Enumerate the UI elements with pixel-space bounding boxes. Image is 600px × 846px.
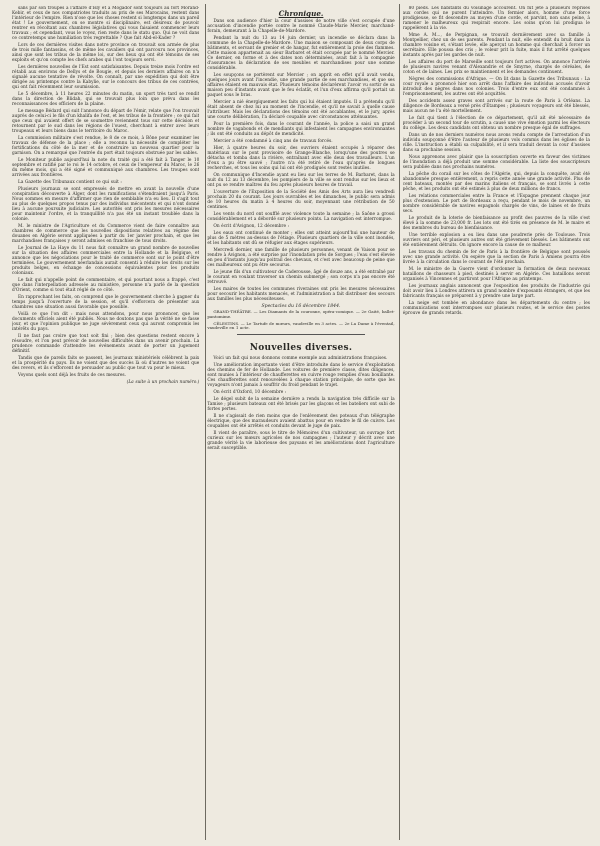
paragraph: Dans un de nos derniers numéros nous avons rendu compte de l'arrestation d'un individu soupçonné d'être l'auteur de plusieurs vols commis dans les églises de la ville. L'instruction a établi sa culpabilité, et il sera traduit devant la cour d'assises dans sa prochaine session. [402,133,590,153]
paragraph: Les relations commerciales entre la France et l'Espagne prennent chaque jour plus d'extension. Le port de Bordeaux a reçu, pendant le mois de novembre, un nombre considérable de navires espagnols chargés de vins, de laines et de fruits secs. [402,194,590,214]
paragraph: On communique d'Incendie ayant eu lieu sur les terres de M. Barbaret, dans la nuit du 12 au 13 décembre, les pompiers de la ville se sont rendus sur les lieux et ont pu se rendre maîtres du feu après plusieurs heures de travail. [207,173,395,188]
spectacles-heading: Spectacles du 16 décembre 1844. [261,304,341,309]
paragraph: Le jeune fils d'un cultivateur de Caderousse, âgé de douze ans, a été entraîné par le courant en voulant traverser un chemin submergé ; son corps n'a pas encore été retrouvé. [207,270,395,285]
divider [237,334,364,335]
paragraph: 80 pieds. Les habitants du voisinage accourent. On fut jeté à plusieurs reprises aux cordes qui ne purent l'atteindre. Un fermier alors, homme d'une force prodigieuse, se fit descendre au moyen d'une corde, et parvint, non sans peine, à ramener le malheureux qui respirait encore. Les soins qu'on lui prodigua le rappelèrent à la vie. [402,6,590,31]
paragraph: En rapprochant les faits, on comprend que le gouvernement cherche à gagner du temps jusqu'à l'ouverture de la session, et qu'il s'efforcera de présenter aux chambres une situation aussi favorable que possible. [12,295,200,310]
paragraph: Pendant la nuit du 13 au 14 juin dernier, un incendie se déclara dans la commune de la Chapelle-de-Mardore. Une maison se composant de deux corps de bâtiments, et servant de grenier et de hangar, fut entièrement la proie des flammes. Cette maison appartenait au sieur Barbaret et était occupée par le nommé Mercier. Ce dernier, en forme et à des dates non déterminées, avait fait à la compagnie d'assurances la déclaration de ses meubles et marchandises pour une somme considérable. [207,36,395,71]
paragraph: L'ouverture de l'Exposition de la Société des Amis des Arts aura lieu vendredi prochain 20 du courant. Les jours ouvrables et les dimanches, le public sera admis de 10 heures du matin à 4 heures du soir, moyennant une rétribution de 50 centimes. [207,190,395,210]
section-title-chronique: Chronique. [278,9,324,18]
paragraph: CÉLESTINS. — Le Tartufe de mœurs, vaudeville en 3 actes. — 2e La Dame à l'éventail, vaudeville en 1 acte. [207,320,395,331]
paragraph: M. le ministre de l'Agriculture et du Commerce vient de faire connaître aux chambres de commerce que les nouvelles dispositions relatives au régime des douanes en Algérie seront appliquées à partir du 1er janvier prochain, et que les marchandises françaises y seront admises en franchise de tous droits. [12,224,200,244]
paragraph: Il vient de paraître, sous le titre de Mémoires d'un cultivateur, un ouvrage fort curieux sur les mœurs agricoles de nos campagnes ; l'auteur y décrit avec une grande vérité la vie laborieuse des paysans et les améliorations dont l'agriculture serait susceptible. [207,431,395,452]
paragraph: Voyons quels sont déjà les fruits de ces mesures. [18,373,126,378]
paragraph: Voilà ce que l'on dit : mais nous attendons, pour nous prononcer, que les documents officiels aient été publiés. Nous ne doutons pas que la vérité ne se fasse jour, et que l'opinion publique ne juge sévèrement ceux qui auront compromis les intérêts du pays. [12,312,200,332]
paragraph: Dans son audience d'hier la cour d'assises de notre ville s'est occupée d'une accusation d'incendie portée contre le nommé Claude-Marie Mercier, marchand-forain, demeurant à la Chapelle-de-Mardore. [207,19,395,34]
paragraph: Hier, à quatre heures du soir, des ouvriers étaient occupés à réparer des matériaux sur le pont provisoire de Grange-Blanche, lorsqu'une des poutres se détacha et tomba dans la rivière, entraînant avec elle deux des travailleurs. L'un d'eux a pu être sauvé ; l'autre n'a été retiré de l'eau qu'après de longues recherches, et tous les soins qui lui ont été prodigués sont restés inutiles. [207,146,395,171]
paragraph: Le dégel subit de la semaine dernière a rendu la navigation très difficile sur la Tamise ; plusieurs bateaux ont été brisés par les glaçons et les bateliers ont subi de fortes pertes. [207,397,395,413]
paragraph: Les eaux ont continué de monter ; elles ont atteint aujourd'hui une hauteur de plus de 5 mètres au-dessus de l'étiage. Plusieurs quartiers de la ville sont inondés, et les habitants ont dû se réfugier aux étages supérieurs. [207,231,395,246]
paragraph: La neige est tombée en abondance dans les départements du centre ; les communications sont interrompues sur plusieurs routes, et le service des postes éprouve de grands retards. [402,301,590,316]
paragraph: Le fait qui tient à l'élection de ce département, qu'il ait été nécessaire de procéder à un second tour de scrutin, a causé une vive émotion parmi les électeurs du collège. Les deux candidats ont obtenu un nombre presque égal de suffrages. [402,116,590,131]
paragraph: Nègres des commissions d'Afrique. — On lit dans la Gazette des Tribunaux : La cour royale a prononcé hier son arrêt dans l'affaire des individus accusés d'avoir introduit des nègres dans nos colonies. Trois d'entre eux ont été condamnés à l'emprisonnement, les autres ont été acquittés. [402,77,590,97]
paragraph: Lors de ces dernières visites dans notre province on trouvait son armée de plus de trois mille fantassins, et de même les cavaliers qui ont parcouru nos provinces, ainsi que sont les tribus de la même loi, sur des lieux qui ont été témoins de ses exploits et qu'on compte les chefs arabes qui l'ont toujours servi. [12,43,200,63]
paragraph: Une amélioration importante vient d'être introduite dans le service d'exploitation des chemins de fer de Hollande. Les voitures de première classe, dites diligences, sont munies à l'intérieur de chaufferettes en cuivre rouge remplies d'eau bouillante. Ces chaufferettes sont renouvelées à chaque station principale, de sorte que les voyageurs n'ont jamais à souffrir du froid pendant le trajet. [207,363,395,389]
paragraph: Voici un fait qui nous donnons comme exemple aux administrations françaises. [213,356,388,362]
paragraph: Les maires de toutes les communes riveraines ont pris les mesures nécessaires pour secourir les habitants menacés, et l'administration a fait distribuer des secours aux familles les plus nécessiteuses. [207,287,395,302]
section-title-nouvelles: Nouvelles diverses. [249,343,353,354]
paragraph: Mercier a été condamné à cinq ans de travaux forcés. [213,139,333,144]
paragraph: La Gazette des Tribunaux contient ce qui suit : [18,180,122,185]
paragraph: Mercier a nié énergiquement les faits qui lui étaient imputés. Il a prétendu qu'il était absent de chez lui au moment de l'incendie, et qu'il ne savait à quelle cause l'attribuer. Mais les déclarations des témoins ont été accablantes, et le jury, après une courte délibération, l'a déclaré coupable avec circonstances atténuantes. [207,100,395,120]
paragraph: Tandis que de pareils faits se passent, les journaux ministériels célèbrent la paix et la prospérité du pays. Ils ne voient que des succès là où d'autres ne voient que des revers, et ils s'efforcent de persuader au public que tout va pour le mieux. [12,356,200,371]
paragraph: Des accidents assez graves sont arrivés sur la route de Paris à Orléans. La diligence de Bordeaux a versé près d'Étampes ; plusieurs voyageurs ont été blessés, mais aucun ne l'a été mortellement. [402,99,590,114]
column-right [403,6,590,842]
column-middle [207,6,394,842]
paragraph: Les travaux du chemin de fer de Paris à la frontière de Belgique sont poussés avec une grande activité. On espère que la section de Paris à Amiens pourra être livrée à la circulation dans le courant de l'été prochain. [402,250,590,265]
paragraph: Le fait qui n'appelle point de commentaire, et qui pourtant nous a frappé, c'est que dans l'interpellation adressée au ministère, personne n'a parlé de la question d'Orient, comme si tout était réglé de ce côté. [12,278,200,293]
paragraph: Le 5 décembre, à 11 heures 22 minutes du matin, un sport très tard se rendit dans la direction de Blidah, qui se trouvait plus loin que prévu dans les reconnaissances des officiers de la plaine. [12,92,200,107]
paragraph: Mme A. M..., de Perpignan, se trouvait dernièrement avec sa famille à Montpellier, chez un de ses parents. Pendant la nuit, elle entendit du bruit dans la chambre voisine et, s'étant levée, elle aperçut un homme qui cherchait à forcer un secrétaire. Elle poussa des cris ; le voleur prit la fuite, mais il fut arrêté quelques instants après par les gardes de nuit. [402,33,590,58]
paragraph: M. le ministre de la Guerre vient d'ordonner la formation de deux nouveaux bataillons de chasseurs à pied, destinés à servir en Algérie. Ces bataillons seront organisés à Vincennes et partiront pour l'Afrique au printemps. [402,267,590,282]
paragraph: Mercredi dernier, une famille de plusieurs personnes, venant de Vaison pour se rendre à Avignon, a été surprise par l'inondation près de Sorgues ; l'eau s'est élevée en peu d'instants jusqu'au poitrail des chevaux, et c'est avec beaucoup de peine que ces malheureux ont pu être secourus. [207,248,395,268]
paragraph: Les affaires du port de Marseille sont toujours fort actives. On annonce l'arrivée de plusieurs navires venant d'Alexandrie et de Smyrne, chargés de céréales, de coton et de laines. Les prix se maintiennent et les demandes continuent. [402,60,590,75]
paragraph: Le produit de la loterie de bienfaisance au profit des pauvres de la ville s'est élevé à la somme de 23,000 fr. Les lots ont été tirés en présence de M. le maire et des membres du bureau de bienfaisance. [402,216,590,231]
paragraph: Les journaux anglais annoncent que l'exposition des produits de l'industrie qui doit avoir lieu à Londres attirera un grand nombre d'exposants étrangers, et que les fabricants français se préparent à y prendre une large part. [402,284,590,299]
paragraph: Les vents du nord ont soufflé avec violence toute la semaine ; la Saône a grossi considérablement et a débordé sur plusieurs points. La navigation est interrompue. [207,212,395,222]
paragraph: Il ne faut pas croire que tout soit fini ; bien des questions restent encore à résoudre, et l'on peut prévoir de nouvelles difficultés dans un avenir prochain. La prudence commande d'attendre les événements avant de porter un jugement définitif. [12,334,200,354]
paragraph: Pour la première fois, dans le courant de l'année, la police a saisi un grand nombre de vagabonds et de mendiants qui infestaient les campagnes environnantes ; ils ont été conduits au dépôt de mendicité. [207,122,395,137]
paragraph: Une terrible explosion a eu lieu dans une poudrerie près de Toulouse. Trois ouvriers ont péri, et plusieurs autres ont été grièvement blessés. Les bâtiments ont été entièrement détruits. On ignore encore la cause de ce malheur. [402,233,590,248]
paragraph: Les dernières nouvelles de l'Est sont satisfaisantes. Depuis treize mois l'ordre est rétabli aux environs de Dellys et de Bougie, et depuis les derniers affaires on n'a signalé aucune tentative de révolte. On connaît, par une expédition qui doit être dirigée au printemps contre la Kabylie, sur le concours des tribus de ces contrées, qui ont fait récemment leur soumission. [12,65,200,90]
paragraph: On écrit d'Oxford, 10 décembre : [213,390,287,396]
paragraph: Les soupçons se portèrent sur Mercier ; on apprit en effet qu'il avait vendu, quelques jours avant l'incendie, une grande partie de ses marchandises, et que ses affaires étaient en mauvais état. Plusieurs témoins déclarèrent l'avoir vu sortir de sa maison peu d'instants avant que le feu éclatât, et l'un d'eux affirma qu'il portait un paquet sous le bras. [207,73,395,98]
paragraph: Il ne s'agissait de rien moins que de l'enlèvement des poteaux d'un télégraphe électrique, que des maraudeurs avaient abattus pour en vendre le fil de cuivre. Les coupables ont été arrêtés et conduits devant le juge de paix. [207,414,395,430]
paragraph: La commission militaire s'est rendue, le 8 de ce mois, à Bône pour examiner les travaux de défense de la place ; elle a reconnu la nécessité de compléter les fortifications du côté de la mer et de construire un nouveau quartier pour la garnison. On a remarqué que l'entrée du port était toujours obstruée par les sables. [12,136,200,156]
paragraph: On écrit d'Avignon, 12 décembre : [213,224,290,229]
paragraph: Le Journal de La Haye du 11 nous fait connaître un grand nombre de nouvelles sur la situation des affaires commerciales entre la Hollande et la Belgique, et annonce que les négociations pour le traité de commerce sont sur le point d'être terminées. Le gouvernement néerlandais aurait consenti à réduire les droits sur les produits belges, en échange de concessions équivalentes pour les produits coloniaux. [12,246,200,276]
spectacles-listing [207,310,394,331]
paragraph: Le message Bédard qui suit l'annonce du départ de l'émir, relate que l'on trouvait auprès de celui-ci le fils d'un khalifa de l'est, et les tribus de la frontière ; ce qui fait que ceux qui avaient offert de se soumettre reviennent tous sur cette décision et retournent par le sud dans les régions de l'ouest, cherchant à entrer avec leurs troupeaux et leurs biens dans le territoire du Maroc. [12,109,200,134]
paragraph: sans par son troupes à l'affaire d'Isly et à Mogador sont toujours au fort Morand-Kebir, et ceux de nos compatriotes traduits au prix de ses Marocains, restent dans l'intérieur de l'empire. Rien n'ose que les choses restent si longtemps dans un pareil état ! Le gouvernement, on se montre si disciplinaire, est désireux de pouvoir rentrer en récoltant aux chambres législatives qui vous faisaient commencer leurs travaux ; et cependant, vous le voyez, rien reste dans le statu quo. Qui ne voit dans ce contretemps une humiliation très regrettable ? Que fait Abd-el-Kader ? [12,6,200,41]
paragraph: Plusieurs journaux se sont empressés de mettre en avant la nouvelle d'une conspiration découverte à Alger, dont les ramifications s'étendraient jusqu'à Paris. Nous sommes en mesure d'affirmer que rien de semblable n'a eu lieu. Il s'agit tout au plus de quelques propos tenus par des individus mécontents et qui n'ont donné lieu à aucune poursuite judiciaire. Les autorités ont pris les mesures nécessaires pour maintenir l'ordre, et la tranquillité n'a pas été un instant troublée dans la colonie. [12,187,200,222]
paragraph: Le Moniteur publie aujourd'hui la note du traité qui a été fait à Tanger le 10 septembre et ratifié par le roi le 14 octobre, et ceux de l'empereur du Maroc, le 26 du même mois, qui a été signé et communiqué aux chambres. Les troupes sont arrivées aux frontières. [12,158,200,178]
paragraph: GRAND-THÉÂTRE. — Les Diamants de la couronne, opéra-comique. — 2e Gaité, ballet-pantomime. [207,309,395,319]
paragraph: Nous apprenons avec plaisir que la souscription ouverte en faveur des victimes de l'inondation a déjà produit une somme considérable. La liste des souscripteurs sera publiée dans nos prochains numéros. [402,155,590,170]
continuation-note: (La suite à un prochain numéro.) [126,380,200,385]
paragraph: La pêche du corail sur les côtes de l'Algérie, qui, depuis la conquête, avait été abandonnée presque entièrement, a repris cette année une grande activité. Plus de cent bateaux, montés par des marins italiens et français, se sont livrés à cette pêche, et les produits ont été estimés à plus de deux millions de francs. [402,172,590,192]
column-left [12,6,199,842]
